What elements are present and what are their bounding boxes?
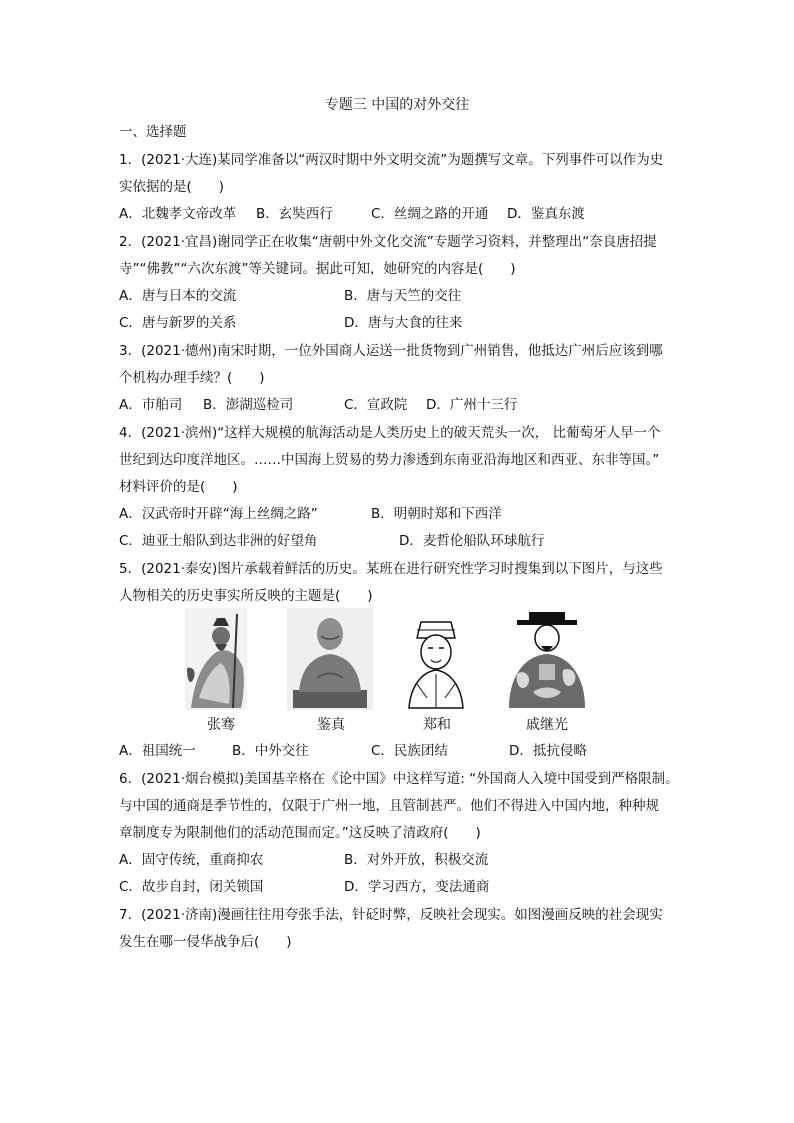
q7-stem-line1: 7．(2021·济南)漫画往往用夸张手法，针砭时弊，反映社会现实。如图漫画反映的社会现实 bbox=[119, 907, 663, 923]
q1-option-c: C．丝绸之路的开通 bbox=[371, 206, 489, 222]
q7-stem-line2: 发生在哪一侵华战争后( ) bbox=[119, 934, 292, 950]
q4-option-c: C．迪亚士船队到达非洲的好望角 bbox=[119, 533, 318, 549]
q3-option-b: B．澎湖巡检司 bbox=[203, 397, 294, 413]
q5-option-d: D．抵抗侵略 bbox=[509, 743, 587, 759]
q1-stem-line1: 1．(2021·大连)某同学准备以“两汉时期中外文明交流”为题撰写文章。下列事件可以作为史 bbox=[119, 152, 664, 168]
q2-stem-line2: 寺”“佛教”“六次东渡”等关键词。据此可知，她研究的内容是( ) bbox=[119, 261, 516, 277]
jianzhen-image bbox=[287, 608, 373, 710]
q2-option-b: B．唐与天竺的交往 bbox=[344, 288, 462, 304]
q6-option-b: B．对外开放，积极交流 bbox=[344, 852, 489, 868]
q6-option-a: A．固守传统，重商抑农 bbox=[119, 852, 264, 868]
q3-stem-line2: 个机构办理手续？( ) bbox=[119, 370, 265, 386]
caption-zheng-he: 郑和 bbox=[423, 717, 451, 733]
section-heading: 一、选择题 bbox=[119, 124, 187, 140]
q3-option-d: D．广州十三行 bbox=[426, 397, 518, 413]
q6-stem-line1: 6．(2021·烟台模拟)美国基辛格在《论中国》中这样写道: “外国商人入境中国受到严格限制。 bbox=[119, 771, 679, 787]
caption-zhang-qian: 张骞 bbox=[207, 717, 235, 733]
q4-stem-line1: 4．(2021·滨州)“这样大规模的航海活动是人类历史上的破天荒头一次， 比葡萄牙人早一个 bbox=[119, 425, 661, 441]
q6-option-c: C．故步自封，闭关锁国 bbox=[119, 879, 264, 895]
q6-stem-line3: 章制度专为限制他们的活动范围而定。”这反映了清政府( ) bbox=[119, 825, 481, 841]
qi-jiguang-image bbox=[503, 608, 591, 710]
q4-stem-line2: 世纪到达印度洋地区。……中国海上贸易的势力渗透到东南亚沿海地区和西亚、东非等国。” bbox=[119, 452, 660, 468]
q4-stem-line3: 材料评价的是( ) bbox=[119, 479, 238, 495]
q1-stem-line2: 实依据的是( ) bbox=[119, 179, 225, 195]
caption-jianzhen: 鉴真 bbox=[317, 717, 345, 733]
q4-option-d: D．麦哲伦船队环球航行 bbox=[399, 533, 545, 549]
q3-option-a: A．市舶司 bbox=[119, 397, 183, 413]
q5-stem-line2: 人物相关的历史事实所反映的主题是( ) bbox=[119, 588, 373, 604]
zhang-qian-image bbox=[185, 608, 247, 710]
q2-stem-line1: 2．(2021·宜昌)谢同学正在收集“唐朝中外文化交流”专题学习资料，并整理出“奈良唐招提 bbox=[119, 234, 657, 250]
q4-option-a: A．汉武帝时开辟“海上丝绸之路” bbox=[119, 506, 318, 522]
caption-qi-jiguang: 戚继光 bbox=[526, 717, 568, 733]
q5-option-b: B．中外交往 bbox=[232, 743, 309, 759]
zheng-he-image bbox=[403, 608, 469, 710]
q5-option-c: C．民族团结 bbox=[371, 743, 448, 759]
q5-stem-line1: 5．(2021·泰安)图片承载着鲜活的历史。某班在进行研究性学习时搜集到以下图片，与这些 bbox=[119, 561, 663, 577]
q2-option-d: D．唐与大食的往来 bbox=[344, 315, 463, 331]
q4-option-b: B．明朝时郑和下西洋 bbox=[371, 506, 502, 522]
q5-portrait-strip bbox=[185, 608, 595, 738]
q3-option-c: C．宣政院 bbox=[344, 397, 408, 413]
q2-option-c: C．唐与新罗的关系 bbox=[119, 315, 237, 331]
q2-option-a: A．唐与日本的交流 bbox=[119, 288, 237, 304]
q6-stem-line2: 与中国的通商是季节性的，仅限于广州一地，且管制甚严。他们不得进入中国内地，种种规 bbox=[119, 798, 659, 814]
q5-option-a: A．祖国统一 bbox=[119, 743, 196, 759]
q3-stem-line1: 3．(2021·德州)南宋时期，一位外国商人运送一批货物到广州销售，他抵达广州后应该到哪 bbox=[119, 343, 663, 359]
q1-option-d: D．鉴真东渡 bbox=[507, 206, 585, 222]
q6-option-d: D．学习西方，变法通商 bbox=[344, 879, 490, 895]
page-title: 专题三 中国的对外交往 bbox=[324, 97, 470, 113]
q1-option-a: A．北魏孝文帝改革 bbox=[119, 206, 237, 222]
q1-option-b: B．玄奘西行 bbox=[256, 206, 333, 222]
